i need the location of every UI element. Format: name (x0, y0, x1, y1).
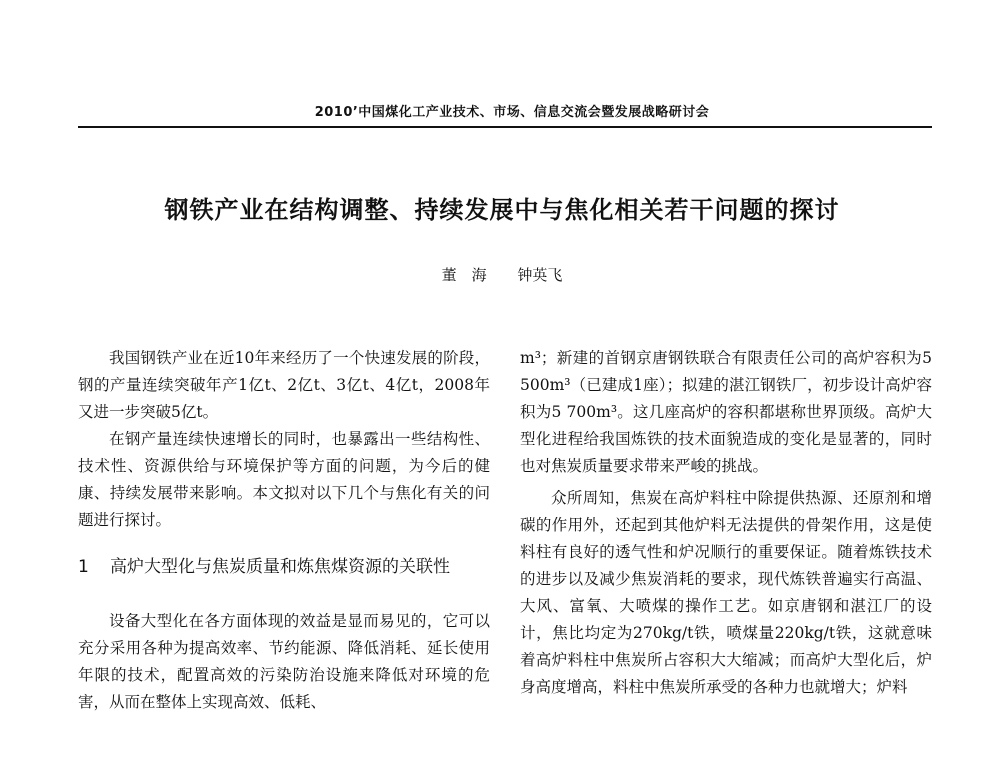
body-paragraph: 设备大型化在各方面体现的效益是显而易见的，它可以充分采用各种为提高效率、节约能源、降低消耗、延长使用年限的技术，配置高效的污染防治设施来降低对环境的危害，从而在整体上实现高效、低耗、 (78, 612, 490, 711)
intro-paragraph: 在钢产量连续快速增长的同时，也暴露出一些结构性、技术性、资源供给与环境保护等方面的问题，为今后的健康、持续发展带来影响。本文拟对以下几个与焦化有关的问题进行探讨。 (78, 430, 490, 529)
section-number: 1 (78, 557, 89, 577)
intro-paragraph: 我国钢铁产业在近10年来经历了一个快速发展的阶段，钢的产量连续突破年产1亿t、2亿t、3亿t、4亿t，2008年又进一步突破5亿t。 (78, 349, 490, 421)
right-column (520, 345, 932, 701)
left-column (78, 345, 490, 716)
running-header: 2010’中国煤化工产业技术、市场、信息交流会暨发展战略研讨会 (314, 105, 710, 120)
author-line (70, 264, 934, 285)
author-name: 董 海 (441, 266, 487, 284)
header-rule (78, 126, 932, 128)
body-paragraph: m³；新建的首钢京唐钢铁联合有限责任公司的高炉容积为5 500m³（已建成1座）；拟建的湛江钢铁厂，初步设计高炉容积为5 700m³。这几座高炉的容积都堪称世界顶级。高炉大型化进程给我国炼铁的技术面貌造成的变化是显著的，同时也对焦炭质量要求带来严峻的挑战。 (520, 349, 932, 475)
section-heading (78, 551, 490, 584)
body-paragraph: 众所周知，焦炭在高炉料柱中除提供热源、还原剂和增碳的作用外，还起到其他炉料无法提供的骨架作用，这是使料柱有良好的透气性和炉况顺行的重要保证。随着炼铁技术的进步以及减少焦炭消耗的要求，现代炼铁普遍实行高温、大风、富氧、大喷煤的操作工艺。如京唐钢和湛江厂的设计，焦比均定为270kg/t铁，喷煤量220kg/t铁，这就意味着高炉料柱中焦炭所占容积大大缩减；而高炉大型化后，炉身高度增高，料柱中焦炭所承受的各种力也就增大；炉料 (520, 489, 932, 696)
article-title: 钢铁产业在结构调整、持续发展中与焦化相关若干问题的探讨 (164, 196, 840, 224)
author-name: 钟英飞 (517, 266, 563, 284)
section-title: 高炉大型化与焦炭质量和炼焦煤资源的关联性 (110, 557, 450, 577)
